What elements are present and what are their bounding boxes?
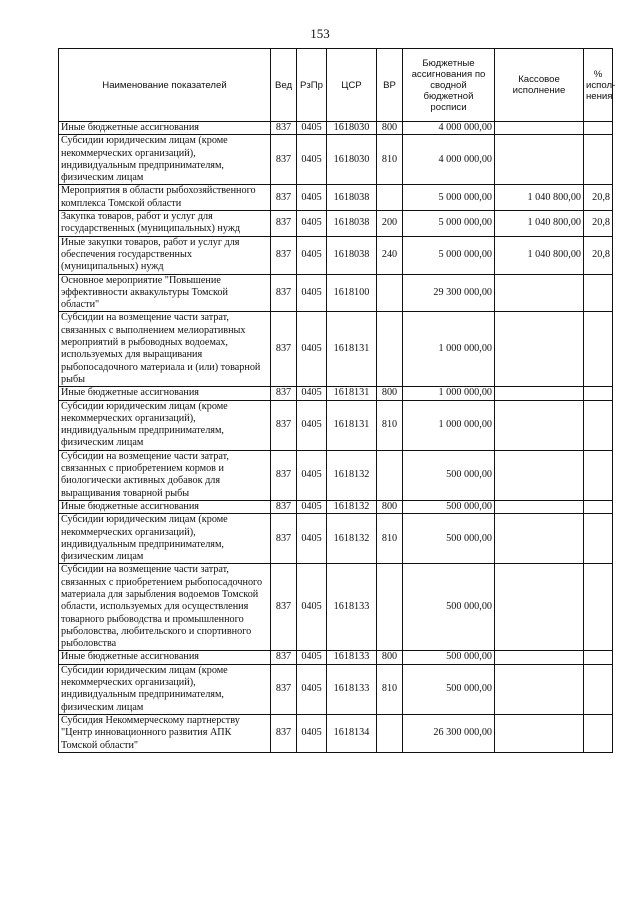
row-rzpr-cell: 0405 bbox=[297, 122, 327, 135]
row-percent-cell bbox=[584, 387, 613, 400]
row-budget-cell: 5 000 000,00 bbox=[403, 236, 495, 274]
row-budget-cell: 500 000,00 bbox=[403, 664, 495, 714]
row-rzpr-cell: 0405 bbox=[297, 236, 327, 274]
row-vr-cell: 810 bbox=[377, 514, 403, 564]
row-budget-cell: 5 000 000,00 bbox=[403, 185, 495, 211]
row-budget-cell: 29 300 000,00 bbox=[403, 274, 495, 312]
row-cash-cell: 1 040 800,00 bbox=[495, 236, 584, 274]
row-ved-cell: 837 bbox=[271, 651, 297, 664]
table-header-row bbox=[59, 49, 613, 122]
row-budget-cell: 500 000,00 bbox=[403, 500, 495, 513]
row-name-cell: Субсидии на возмещение части затрат, связанных с приобретением кормов и биологически активных добавок для выращивания товарной рыбы bbox=[59, 450, 271, 500]
row-cash-cell bbox=[495, 564, 584, 651]
row-csr-cell: 1618133 bbox=[327, 664, 377, 714]
row-vr-cell: 200 bbox=[377, 211, 403, 237]
row-vr-cell bbox=[377, 714, 403, 752]
row-ved-cell: 837 bbox=[271, 664, 297, 714]
table-row bbox=[59, 387, 613, 400]
row-ved-cell: 837 bbox=[271, 450, 297, 500]
row-ved-cell: 837 bbox=[271, 400, 297, 450]
row-name-cell: Иные бюджетные ассигнования bbox=[59, 651, 271, 664]
row-name-cell: Субсидии юридическим лицам (кроме некоммерческих организаций), индивидуальным предпринимателям, физическим лицам bbox=[59, 664, 271, 714]
row-vr-cell: 800 bbox=[377, 500, 403, 513]
row-ved-cell: 837 bbox=[271, 274, 297, 312]
row-vr-cell: 800 bbox=[377, 651, 403, 664]
row-csr-cell: 1618100 bbox=[327, 274, 377, 312]
row-rzpr-cell: 0405 bbox=[297, 135, 327, 185]
row-name-cell: Субсидии на возмещение части затрат, связанных с приобретением рыбопосадочного материала для зарыбления водоемов Томской области, используемых для осуществления товарного рыбоводства и промышленного рыболовства, любительского и спортивного рыболовства bbox=[59, 564, 271, 651]
row-rzpr-cell: 0405 bbox=[297, 211, 327, 237]
row-csr-cell: 1618038 bbox=[327, 185, 377, 211]
row-budget-cell: 1 000 000,00 bbox=[403, 387, 495, 400]
row-budget-cell: 26 300 000,00 bbox=[403, 714, 495, 752]
page-number: 153 bbox=[310, 26, 330, 41]
row-name-cell: Основное мероприятие "Повышение эффективности аквакультуры Томской области" bbox=[59, 274, 271, 312]
row-rzpr-cell: 0405 bbox=[297, 714, 327, 752]
row-name-cell: Субсидии на возмещение части затрат, связанных с выполнением мелиоративных мероприятий в рыбоводных водоемах, используемых для выращивания рыбопосадочного материала и (или) товарной рыбы bbox=[59, 312, 271, 387]
budget-table bbox=[58, 48, 616, 753]
table-row bbox=[59, 651, 613, 664]
table-row bbox=[59, 514, 613, 564]
row-percent-cell: 20,8 bbox=[584, 236, 613, 274]
row-rzpr-cell: 0405 bbox=[297, 514, 327, 564]
row-percent-cell bbox=[584, 450, 613, 500]
row-ved-cell: 837 bbox=[271, 514, 297, 564]
row-name-cell: Иные закупки товаров, работ и услуг для обеспечения государственных (муниципальных) нужд bbox=[59, 236, 271, 274]
row-vr-cell: 810 bbox=[377, 664, 403, 714]
row-csr-cell: 1618030 bbox=[327, 122, 377, 135]
row-percent-cell bbox=[584, 500, 613, 513]
table-row bbox=[59, 664, 613, 714]
row-rzpr-cell: 0405 bbox=[297, 185, 327, 211]
row-rzpr-cell: 0405 bbox=[297, 664, 327, 714]
table-row bbox=[59, 400, 613, 450]
row-csr-cell: 1618132 bbox=[327, 500, 377, 513]
table-row bbox=[59, 564, 613, 651]
row-csr-cell: 1618132 bbox=[327, 514, 377, 564]
row-ved-cell: 837 bbox=[271, 211, 297, 237]
row-csr-cell: 1618132 bbox=[327, 450, 377, 500]
table-row bbox=[59, 236, 613, 274]
header-name: Наименование показателей bbox=[59, 49, 271, 122]
row-ved-cell: 837 bbox=[271, 312, 297, 387]
row-percent-cell bbox=[584, 400, 613, 450]
row-cash-cell bbox=[495, 500, 584, 513]
row-rzpr-cell: 0405 bbox=[297, 387, 327, 400]
row-budget-cell: 500 000,00 bbox=[403, 514, 495, 564]
row-percent-cell bbox=[584, 651, 613, 664]
row-csr-cell: 1618131 bbox=[327, 387, 377, 400]
table-row bbox=[59, 450, 613, 500]
row-vr-cell: 800 bbox=[377, 387, 403, 400]
row-rzpr-cell: 0405 bbox=[297, 500, 327, 513]
row-name-cell: Иные бюджетные ассигнования bbox=[59, 500, 271, 513]
row-vr-cell bbox=[377, 564, 403, 651]
row-budget-cell: 4 000 000,00 bbox=[403, 135, 495, 185]
row-percent-cell bbox=[584, 714, 613, 752]
row-cash-cell bbox=[495, 664, 584, 714]
row-name-cell: Субсидия Некоммерческому партнерству "Центр инновационного развития АПК Томской области" bbox=[59, 714, 271, 752]
header-percent: % испол-нения bbox=[584, 49, 613, 122]
row-rzpr-cell: 0405 bbox=[297, 564, 327, 651]
row-budget-cell: 500 000,00 bbox=[403, 651, 495, 664]
row-vr-cell: 800 bbox=[377, 122, 403, 135]
row-csr-cell: 1618038 bbox=[327, 236, 377, 274]
row-cash-cell: 1 040 800,00 bbox=[495, 211, 584, 237]
row-cash-cell bbox=[495, 274, 584, 312]
row-rzpr-cell: 0405 bbox=[297, 400, 327, 450]
row-percent-cell bbox=[584, 274, 613, 312]
row-cash-cell: 1 040 800,00 bbox=[495, 185, 584, 211]
row-cash-cell bbox=[495, 122, 584, 135]
row-csr-cell: 1618134 bbox=[327, 714, 377, 752]
header-budget: Бюджетные ассигнования по сводной бюджетной росписи bbox=[403, 49, 495, 122]
row-name-cell: Иные бюджетные ассигнования bbox=[59, 387, 271, 400]
row-budget-cell: 1 000 000,00 bbox=[403, 312, 495, 387]
row-vr-cell bbox=[377, 312, 403, 387]
row-budget-cell: 1 000 000,00 bbox=[403, 400, 495, 450]
row-cash-cell bbox=[495, 400, 584, 450]
row-percent-cell bbox=[584, 514, 613, 564]
row-cash-cell bbox=[495, 450, 584, 500]
row-ved-cell: 837 bbox=[271, 714, 297, 752]
row-ved-cell: 837 bbox=[271, 500, 297, 513]
row-percent-cell: 20,8 bbox=[584, 211, 613, 237]
row-ved-cell: 837 bbox=[271, 135, 297, 185]
row-cash-cell bbox=[495, 387, 584, 400]
row-vr-cell bbox=[377, 185, 403, 211]
row-percent-cell bbox=[584, 564, 613, 651]
table-row bbox=[59, 312, 613, 387]
row-percent-cell bbox=[584, 312, 613, 387]
header-ved: Вед bbox=[271, 49, 297, 122]
row-budget-cell: 4 000 000,00 bbox=[403, 122, 495, 135]
row-percent-cell bbox=[584, 122, 613, 135]
row-name-cell: Субсидии юридическим лицам (кроме некоммерческих организаций), индивидуальным предпринимателям, физическим лицам bbox=[59, 514, 271, 564]
row-ved-cell: 837 bbox=[271, 122, 297, 135]
row-name-cell: Закупка товаров, работ и услуг для государственных (муниципальных) нужд bbox=[59, 211, 271, 237]
row-rzpr-cell: 0405 bbox=[297, 450, 327, 500]
row-rzpr-cell: 0405 bbox=[297, 651, 327, 664]
header-rzpr: РзПр bbox=[297, 49, 327, 122]
row-vr-cell: 810 bbox=[377, 400, 403, 450]
row-csr-cell: 1618038 bbox=[327, 211, 377, 237]
table-row bbox=[59, 135, 613, 185]
row-csr-cell: 1618131 bbox=[327, 400, 377, 450]
row-percent-cell bbox=[584, 135, 613, 185]
row-cash-cell bbox=[495, 714, 584, 752]
row-name-cell: Субсидии юридическим лицам (кроме некоммерческих организаций), индивидуальным предпринимателям, физическим лицам bbox=[59, 135, 271, 185]
row-ved-cell: 837 bbox=[271, 185, 297, 211]
row-percent-cell bbox=[584, 664, 613, 714]
row-name-cell: Мероприятия в области рыбохозяйственного комплекса Томской области bbox=[59, 185, 271, 211]
row-ved-cell: 837 bbox=[271, 236, 297, 274]
row-budget-cell: 500 000,00 bbox=[403, 450, 495, 500]
table-row bbox=[59, 500, 613, 513]
row-vr-cell bbox=[377, 274, 403, 312]
table-row bbox=[59, 274, 613, 312]
row-cash-cell bbox=[495, 651, 584, 664]
table-row bbox=[59, 211, 613, 237]
row-vr-cell: 810 bbox=[377, 135, 403, 185]
row-vr-cell bbox=[377, 450, 403, 500]
row-cash-cell bbox=[495, 135, 584, 185]
row-name-cell: Иные бюджетные ассигнования bbox=[59, 122, 271, 135]
row-csr-cell: 1618133 bbox=[327, 651, 377, 664]
row-ved-cell: 837 bbox=[271, 564, 297, 651]
row-cash-cell bbox=[495, 514, 584, 564]
header-vr: ВР bbox=[377, 49, 403, 122]
row-rzpr-cell: 0405 bbox=[297, 312, 327, 387]
header-cash: Кассовое исполнение bbox=[495, 49, 584, 122]
row-budget-cell: 500 000,00 bbox=[403, 564, 495, 651]
row-rzpr-cell: 0405 bbox=[297, 274, 327, 312]
row-name-cell: Субсидии юридическим лицам (кроме некоммерческих организаций), индивидуальным предпринимателям, физическим лицам bbox=[59, 400, 271, 450]
table-body bbox=[59, 122, 613, 753]
row-csr-cell: 1618131 bbox=[327, 312, 377, 387]
row-vr-cell: 240 bbox=[377, 236, 403, 274]
row-cash-cell bbox=[495, 312, 584, 387]
table-row bbox=[59, 185, 613, 211]
row-csr-cell: 1618030 bbox=[327, 135, 377, 185]
row-csr-cell: 1618133 bbox=[327, 564, 377, 651]
row-budget-cell: 5 000 000,00 bbox=[403, 211, 495, 237]
row-percent-cell: 20,8 bbox=[584, 185, 613, 211]
table-row bbox=[59, 714, 613, 752]
row-ved-cell: 837 bbox=[271, 387, 297, 400]
header-csr: ЦСР bbox=[327, 49, 377, 122]
table-row bbox=[59, 122, 613, 135]
